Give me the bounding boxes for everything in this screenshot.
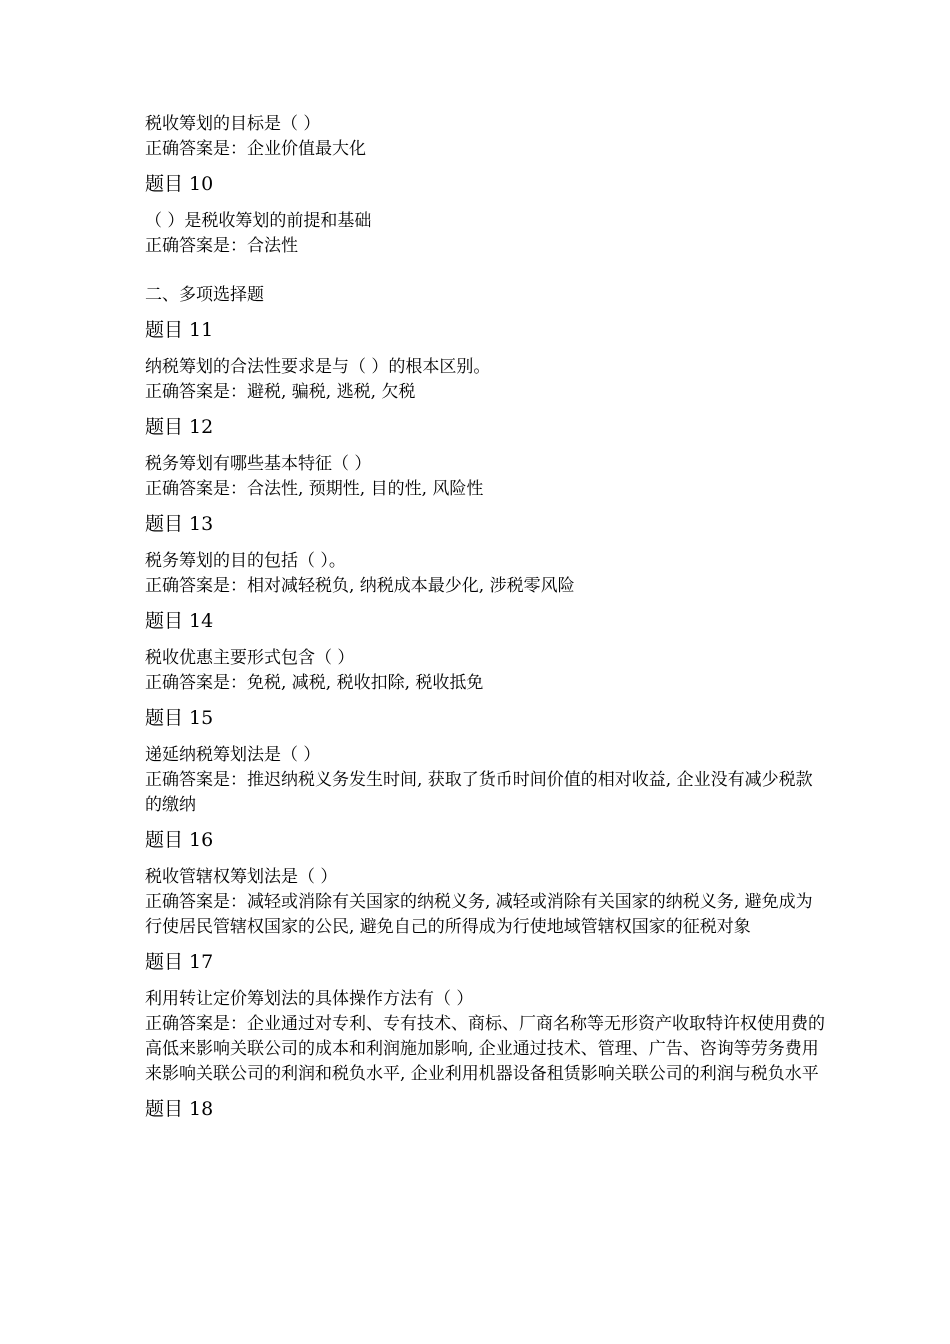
question-heading: 题目 16 bbox=[145, 829, 214, 851]
answer-text: 正确答案是：企业价值最大化 bbox=[145, 139, 366, 159]
answer-text: 正确答案是：避税, 骗税, 逃税, 欠税 bbox=[145, 382, 416, 402]
question-text: 利用转让定价筹划法的具体操作方法有（ ） bbox=[145, 989, 474, 1009]
question-block bbox=[145, 452, 825, 502]
answer-text: 正确答案是：合法性, 预期性, 目的性, 风险性 bbox=[145, 479, 484, 499]
question-text: 递延纳税筹划法是（ ） bbox=[145, 745, 321, 765]
question-block bbox=[145, 209, 825, 259]
question-block bbox=[145, 355, 825, 405]
question-block bbox=[145, 987, 825, 1087]
question-block bbox=[145, 549, 825, 599]
question-heading: 题目 12 bbox=[145, 416, 214, 438]
answer-text: 正确答案是：免税, 减税, 税收扣除, 税收抵免 bbox=[145, 673, 484, 693]
answer-text: 正确答案是：企业通过对专利、专有技术、商标、厂商名称等无形资产收取特许权使用费的高低来影响关联公司的成本和利润施加影响, 企业通过技术、管理、广告、咨询等劳务费用来影响关联公司的利润和税负水平, 企业利用机器设备租赁影响关联公司的利润与税负水平 bbox=[145, 1014, 825, 1084]
question-text: 纳税筹划的合法性要求是与（ ）的根本区别。 bbox=[145, 357, 491, 377]
question-text: 税务筹划有哪些基本特征（ ） bbox=[145, 454, 372, 474]
answer-text: 正确答案是：相对减轻税负, 纳税成本最少化, 涉税零风险 bbox=[145, 576, 575, 596]
question-text: （ ）是税收筹划的前提和基础 bbox=[145, 211, 372, 231]
question-text: 税务筹划的目的包括（ ）。 bbox=[145, 551, 346, 571]
question-heading: 题目 11 bbox=[145, 319, 214, 341]
question-block bbox=[145, 646, 825, 696]
question-text: 税收筹划的目标是（ ） bbox=[145, 114, 321, 134]
answer-text: 正确答案是：合法性 bbox=[145, 236, 298, 256]
question-heading: 题目 17 bbox=[145, 951, 214, 973]
question-text: 税收优惠主要形式包含（ ） bbox=[145, 648, 355, 668]
question-heading: 题目 13 bbox=[145, 513, 214, 535]
question-text: 税收管辖权筹划法是（ ） bbox=[145, 867, 338, 887]
section-title: 二、多项选择题 bbox=[145, 285, 264, 305]
document-page bbox=[145, 112, 825, 1134]
answer-text: 正确答案是：减轻或消除有关国家的纳税义务, 减轻或消除有关国家的纳税义务, 避免成为行使居民管辖权国家的公民, 避免自己的所得成为行使地域管辖权国家的征税对象 bbox=[145, 892, 813, 937]
question-heading: 题目 10 bbox=[145, 173, 214, 195]
answer-text: 正确答案是：推迟纳税义务发生时间, 获取了货币时间价值的相对收益, 企业没有减少税款的缴纳 bbox=[145, 770, 813, 815]
question-heading: 题目 14 bbox=[145, 610, 214, 632]
question-heading: 题目 15 bbox=[145, 707, 214, 729]
question-block bbox=[145, 865, 825, 940]
question-block bbox=[145, 743, 825, 818]
question-block bbox=[145, 112, 825, 162]
question-heading: 题目 18 bbox=[145, 1098, 214, 1120]
